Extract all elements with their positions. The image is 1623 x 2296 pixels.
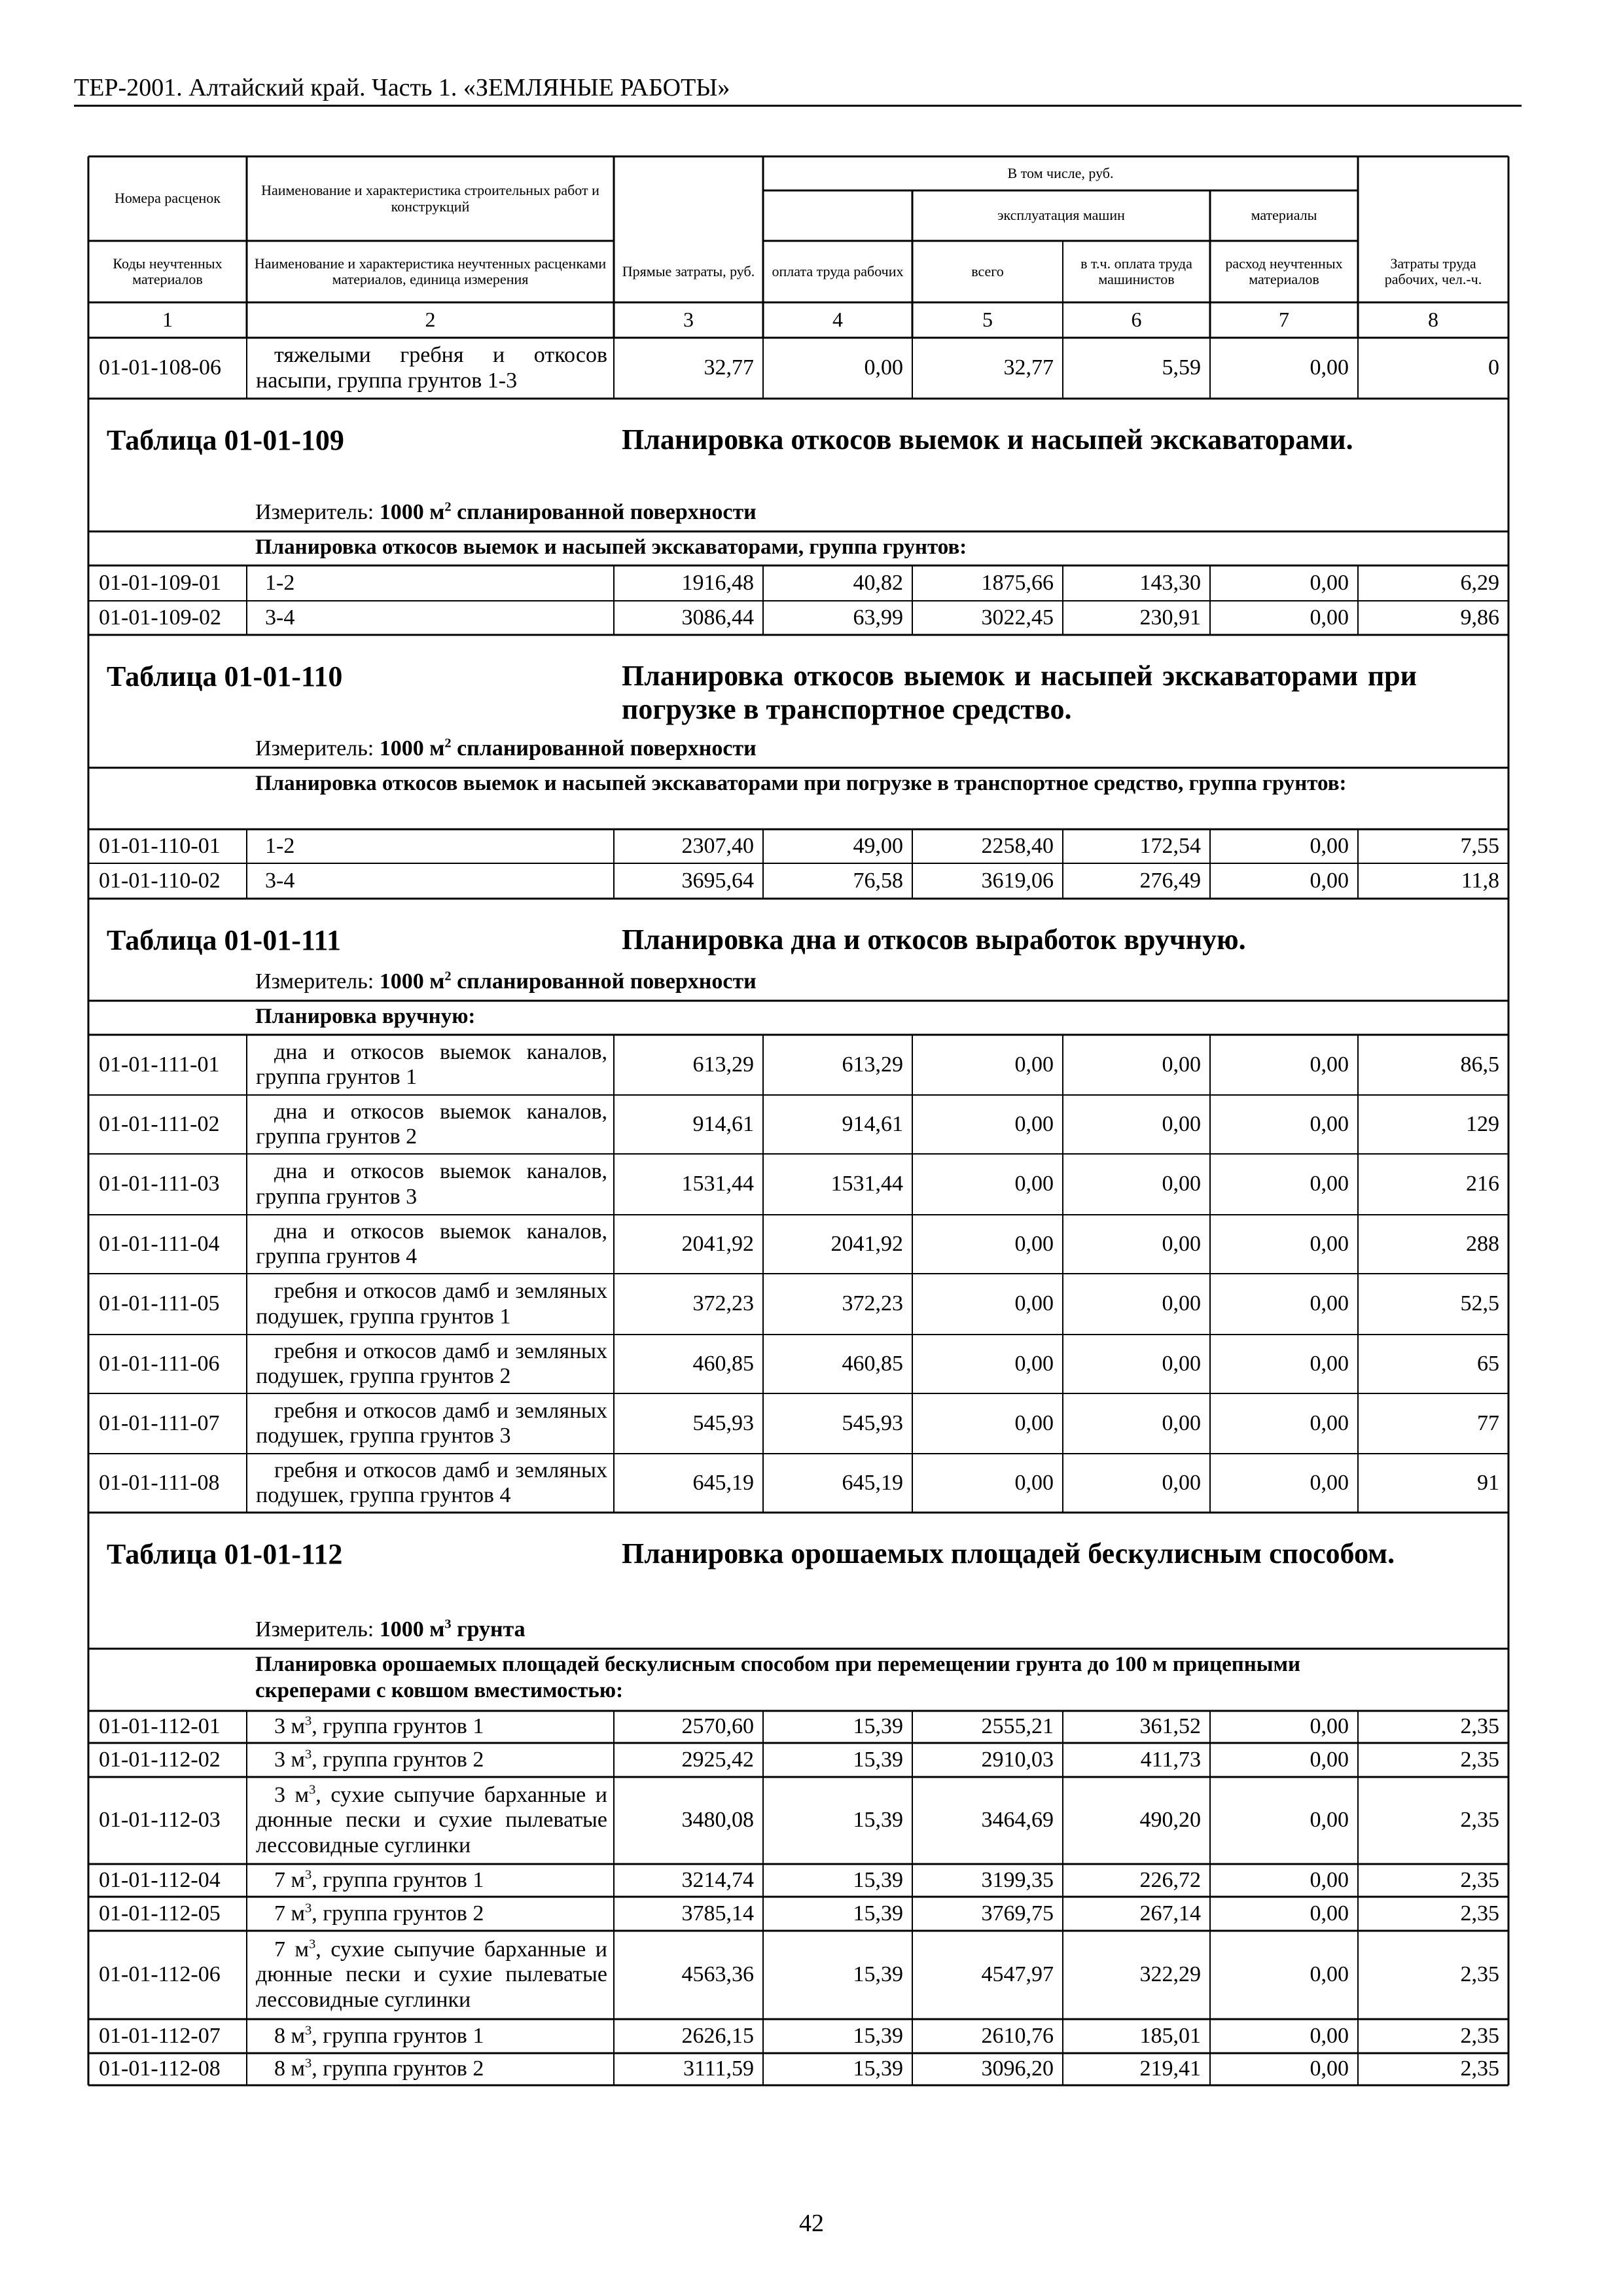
worker-pay-value: 40,82 bbox=[853, 570, 903, 595]
column-number: 6 bbox=[1131, 308, 1142, 332]
rate-code: 01-01-112-03 bbox=[99, 1808, 221, 1833]
materials-value: 0,00 bbox=[1310, 833, 1349, 858]
labor-hours-value: 2,35 bbox=[1460, 1901, 1499, 1926]
rate-code: 01-01-111-04 bbox=[99, 1231, 220, 1256]
description-volume: 7 м bbox=[274, 1867, 306, 1892]
page-number: 42 bbox=[799, 2210, 824, 2237]
machinist-pay-value: 0,00 bbox=[1162, 1172, 1201, 1196]
labor-hours-value: 0 bbox=[1488, 355, 1499, 380]
header-worker-pay: оплата труда рабочих bbox=[772, 262, 904, 279]
rate-code: 01-01-111-02 bbox=[99, 1111, 220, 1136]
table-title: Планировка дна и откосов выработок вручную. bbox=[622, 924, 1246, 956]
description-volume: 7 м bbox=[274, 1901, 306, 1926]
column-number: 2 bbox=[425, 308, 436, 332]
materials-value: 0,00 bbox=[1310, 1714, 1349, 1739]
direct-costs-value: 4563,36 bbox=[681, 1962, 754, 1987]
labor-hours-value: 11,8 bbox=[1461, 868, 1499, 893]
rate-description bbox=[247, 1777, 614, 1864]
table-number: Таблица 01-01-109 bbox=[107, 424, 344, 456]
rate-code: 01-01-111-01 bbox=[99, 1052, 220, 1077]
table-title: Планировка откосов выемок и насыпей экскаваторами. bbox=[622, 423, 1353, 456]
rate-description-text bbox=[256, 343, 607, 393]
direct-costs-value: 914,61 bbox=[692, 1111, 754, 1136]
measure-unit bbox=[255, 969, 757, 994]
description-text: , сухие сыпучие барханные и дюнные пески и сухие пылеватые лессовидные суглинки bbox=[256, 1783, 608, 1857]
measure-label: Измеритель: bbox=[255, 500, 374, 524]
rate-description bbox=[247, 1897, 614, 1931]
column-number: 1 bbox=[162, 308, 173, 332]
header-including-group: В том числе, руб. bbox=[1007, 164, 1114, 181]
labor-hours-value: 2,35 bbox=[1460, 1867, 1499, 1892]
direct-costs-value: 1531,44 bbox=[681, 1172, 754, 1196]
rate-description-text bbox=[256, 2056, 484, 2081]
measure-description: спланированной поверхности bbox=[457, 736, 757, 761]
machines-total-value: 0,00 bbox=[1014, 1410, 1054, 1435]
measure-quantity: 1000 м bbox=[379, 1617, 445, 1641]
direct-costs-value: 372,23 bbox=[692, 1291, 754, 1316]
rate-code: 01-01-112-07 bbox=[99, 2023, 221, 2048]
description-volume: 8 м bbox=[274, 2023, 306, 2048]
labor-hours-value: 2,35 bbox=[1460, 1714, 1499, 1739]
machines-total-value: 0,00 bbox=[1014, 1351, 1054, 1376]
rate-description bbox=[247, 829, 614, 863]
rate-description bbox=[247, 1335, 614, 1393]
measure-label: Измеритель: bbox=[255, 736, 374, 761]
description-volume: 3 м bbox=[274, 1783, 310, 1808]
header-unaccounted-materials: расход неучтенных материалов bbox=[1225, 255, 1343, 287]
direct-costs-value: 3695,64 bbox=[681, 868, 754, 893]
superscript: 2 bbox=[444, 499, 452, 514]
direct-costs-value: 3480,08 bbox=[681, 1808, 754, 1833]
superscript: 2 bbox=[444, 736, 452, 751]
description-text: 3-4 bbox=[265, 868, 295, 893]
rate-description-text bbox=[256, 1159, 607, 1209]
machinist-pay-value: 322,29 bbox=[1139, 1962, 1201, 1987]
direct-costs-value: 613,29 bbox=[692, 1052, 754, 1077]
worker-pay-value: 545,93 bbox=[842, 1410, 903, 1435]
worker-pay-value: 1531,44 bbox=[830, 1172, 903, 1196]
labor-hours-value: 129 bbox=[1466, 1111, 1499, 1136]
labor-hours-value: 91 bbox=[1477, 1470, 1499, 1495]
measure-description: спланированной поверхности bbox=[457, 969, 757, 994]
table-number: Таблица 01-01-112 bbox=[107, 1538, 343, 1570]
direct-costs-value: 2626,15 bbox=[681, 2023, 754, 2048]
header-machines-group: эксплуатация машин bbox=[997, 207, 1125, 224]
measure-label: Измеритель: bbox=[255, 969, 374, 994]
materials-value: 0,00 bbox=[1310, 1291, 1349, 1316]
rate-description-text bbox=[256, 1100, 607, 1149]
rate-code: 01-01-111-03 bbox=[99, 1172, 220, 1196]
measure-unit bbox=[255, 500, 757, 525]
direct-costs-value: 3111,59 bbox=[683, 2056, 754, 2081]
rate-description-text bbox=[256, 1399, 607, 1448]
section-subheader: Планировка орошаемых площадей бескулисным способом при перемещении грунта до 100 м прицепными скреперами с ковшом вместимостью: bbox=[255, 1653, 1301, 1703]
measure-quantity: 1000 м bbox=[379, 736, 445, 761]
direct-costs-value: 32,77 bbox=[704, 355, 754, 380]
rate-description-text bbox=[256, 1219, 607, 1269]
column-number: 5 bbox=[982, 308, 993, 332]
machines-total-value: 0,00 bbox=[1014, 1111, 1054, 1136]
rate-description bbox=[247, 338, 614, 399]
worker-pay-value: 372,23 bbox=[842, 1291, 903, 1316]
description-text: , группа грунтов 2 bbox=[312, 2056, 484, 2081]
rate-code: 01-01-111-05 bbox=[99, 1291, 220, 1316]
rate-code: 01-01-111-06 bbox=[99, 1351, 220, 1376]
rate-description bbox=[247, 1743, 614, 1777]
table-number: Таблица 01-01-110 bbox=[107, 660, 343, 692]
machines-total-value: 3464,69 bbox=[981, 1808, 1054, 1833]
description-text: дна и откосов выемок каналов, группа грунтов 2 bbox=[256, 1099, 607, 1149]
section-subheader: Планировка откосов выемок и насыпей экскаваторами при погрузке в транспортное средство, группа грунтов: bbox=[255, 772, 1347, 795]
materials-value: 0,00 bbox=[1310, 1052, 1349, 1077]
materials-value: 0,00 bbox=[1310, 1410, 1349, 1435]
worker-pay-value: 15,39 bbox=[853, 1714, 903, 1739]
machinist-pay-value: 0,00 bbox=[1162, 1111, 1201, 1136]
materials-value: 0,00 bbox=[1310, 868, 1349, 893]
rate-description-text bbox=[256, 605, 294, 630]
description-text: дна и откосов выемок каналов, группа грунтов 1 bbox=[256, 1039, 607, 1089]
labor-hours-value: 65 bbox=[1477, 1351, 1499, 1376]
page-header-title: ТЕР-2001. Алтайский край. Часть 1. «ЗЕМЛЯНЫЕ РАБОТЫ» bbox=[74, 74, 730, 101]
description-text: дна и откосов выемок каналов, группа грунтов 4 bbox=[256, 1219, 607, 1268]
labor-hours-value: 2,35 bbox=[1460, 1747, 1499, 1772]
description-text: гребня и откосов дамб и земляных подушек, группа грунтов 4 bbox=[256, 1458, 607, 1507]
machines-total-value: 0,00 bbox=[1014, 1291, 1054, 1316]
machinist-pay-value: 226,72 bbox=[1139, 1867, 1201, 1892]
materials-value: 0,00 bbox=[1310, 1470, 1349, 1495]
rate-description bbox=[247, 1095, 614, 1154]
superscript: 3 bbox=[305, 2023, 312, 2038]
rate-description bbox=[247, 1035, 614, 1095]
worker-pay-value: 613,29 bbox=[842, 1052, 903, 1077]
rate-code: 01-01-109-02 bbox=[99, 605, 221, 630]
measure-quantity: 1000 м bbox=[379, 969, 445, 994]
description-text: гребня и откосов дамб и земляных подушек, группа грунтов 2 bbox=[256, 1338, 607, 1388]
description-text: гребня и откосов дамб и земляных подушек, группа грунтов 1 bbox=[256, 1279, 607, 1329]
labor-hours-value: 52,5 bbox=[1460, 1291, 1499, 1316]
superscript: 3 bbox=[305, 2056, 312, 2072]
machines-total-value: 3022,45 bbox=[981, 605, 1054, 630]
rate-code: 01-01-110-02 bbox=[99, 868, 221, 893]
worker-pay-value: 15,39 bbox=[853, 2056, 903, 2081]
header-material-name: Наименование и характеристика неучтенных расценками материалов, единица измерения bbox=[254, 255, 607, 287]
machinist-pay-value: 490,20 bbox=[1139, 1808, 1201, 1833]
materials-value: 0,00 bbox=[1310, 1111, 1349, 1136]
worker-pay-value: 15,39 bbox=[853, 1901, 903, 1926]
direct-costs-value: 3785,14 bbox=[681, 1901, 754, 1926]
rate-code: 01-01-108-06 bbox=[99, 355, 221, 380]
materials-value: 0,00 bbox=[1310, 355, 1349, 380]
superscript: 3 bbox=[305, 1867, 312, 1882]
worker-pay-value: 63,99 bbox=[853, 605, 903, 630]
direct-costs-value: 2570,60 bbox=[681, 1714, 754, 1739]
superscript: 3 bbox=[444, 1617, 452, 1632]
rate-code: 01-01-112-04 bbox=[99, 1867, 221, 1892]
column-number: 7 bbox=[1279, 308, 1289, 332]
rate-description-text bbox=[256, 1040, 607, 1090]
worker-pay-value: 15,39 bbox=[853, 1962, 903, 1987]
description-text: дна и откосов выемок каналов, группа грунтов 3 bbox=[256, 1159, 607, 1209]
machinist-pay-value: 5,59 bbox=[1162, 355, 1201, 380]
superscript: 3 bbox=[305, 1747, 312, 1762]
labor-hours-value: 77 bbox=[1477, 1410, 1499, 1435]
description-text: , группа грунтов 1 bbox=[312, 2023, 484, 2048]
machines-total-value: 3199,35 bbox=[981, 1867, 1054, 1892]
machinist-pay-value: 0,00 bbox=[1162, 1231, 1201, 1256]
worker-pay-value: 15,39 bbox=[853, 1747, 903, 1772]
rate-description bbox=[247, 2019, 614, 2053]
materials-value: 0,00 bbox=[1310, 570, 1349, 595]
machinist-pay-value: 172,54 bbox=[1139, 833, 1201, 858]
measure-unit bbox=[255, 736, 757, 761]
description-text: , группа грунтов 2 bbox=[312, 1901, 484, 1926]
labor-hours-value: 6,29 bbox=[1460, 570, 1499, 595]
materials-value: 0,00 bbox=[1310, 1901, 1349, 1926]
superscript: 3 bbox=[309, 1783, 316, 1798]
rate-description bbox=[247, 1274, 614, 1335]
rate-description bbox=[247, 1215, 614, 1274]
rate-description-text bbox=[256, 1901, 484, 1926]
machines-total-value: 1875,66 bbox=[981, 570, 1054, 595]
description-text: 3-4 bbox=[265, 605, 295, 630]
rate-description bbox=[247, 1154, 614, 1215]
rate-description-text bbox=[256, 2024, 484, 2049]
rate-description-text bbox=[256, 1714, 484, 1739]
section-subheader: Планировка откосов выемок и насыпей экскаваторами, группа грунтов: bbox=[255, 535, 967, 559]
worker-pay-value: 76,58 bbox=[853, 868, 903, 893]
rate-code: 01-01-109-01 bbox=[99, 570, 221, 595]
rate-description-text bbox=[256, 1458, 607, 1508]
superscript: 3 bbox=[305, 1901, 312, 1916]
worker-pay-value: 2041,92 bbox=[830, 1231, 903, 1256]
rate-description-text bbox=[256, 571, 294, 596]
machinist-pay-value: 0,00 bbox=[1162, 1410, 1201, 1435]
description-text: тяжелыми гребня и откосов насыпи, группа грунтов 1-3 bbox=[256, 343, 607, 393]
machines-total-value: 0,00 bbox=[1014, 1470, 1054, 1495]
machines-total-value: 32,77 bbox=[1003, 355, 1054, 380]
labor-hours-value: 9,86 bbox=[1460, 605, 1499, 630]
description-text: , группа грунтов 2 bbox=[312, 1747, 484, 1772]
rate-description bbox=[247, 2053, 614, 2085]
superscript: 3 bbox=[309, 1937, 316, 1952]
worker-pay-value: 49,00 bbox=[853, 833, 903, 858]
table-title: Планировка откосов выемок и насыпей экскаваторами при погрузке в транспортное средство. bbox=[622, 660, 1417, 725]
rate-code: 01-01-112-02 bbox=[99, 1747, 221, 1772]
labor-hours-value: 86,5 bbox=[1460, 1052, 1499, 1077]
header-direct-costs: Прямые затраты, руб. bbox=[622, 262, 755, 279]
description-volume: 3 м bbox=[274, 1714, 306, 1739]
machinist-pay-value: 0,00 bbox=[1162, 1291, 1201, 1316]
machines-total-value: 3769,75 bbox=[981, 1901, 1054, 1926]
description-text: 1-2 bbox=[265, 833, 295, 858]
machinist-pay-value: 267,14 bbox=[1139, 1901, 1201, 1926]
materials-value: 0,00 bbox=[1310, 1867, 1349, 1892]
measure-description: грунта bbox=[457, 1617, 526, 1641]
rate-description bbox=[247, 1393, 614, 1454]
machinist-pay-value: 143,30 bbox=[1139, 570, 1201, 595]
machines-total-value: 0,00 bbox=[1014, 1172, 1054, 1196]
rate-description-text bbox=[256, 834, 294, 859]
rate-description bbox=[247, 565, 614, 601]
labor-hours-value: 2,35 bbox=[1460, 2056, 1499, 2081]
labor-hours-value: 2,35 bbox=[1460, 2023, 1499, 2048]
machines-total-value: 2910,03 bbox=[981, 1747, 1054, 1772]
rate-code: 01-01-110-01 bbox=[99, 833, 221, 858]
rate-code: 01-01-111-08 bbox=[99, 1470, 220, 1495]
rate-description-text bbox=[256, 1279, 607, 1329]
measure-value bbox=[380, 736, 757, 761]
machines-total-value: 0,00 bbox=[1014, 1231, 1054, 1256]
measure-value bbox=[380, 500, 757, 524]
machinist-pay-value: 0,00 bbox=[1162, 1470, 1201, 1495]
materials-value: 0,00 bbox=[1310, 1172, 1349, 1196]
rate-code: 01-01-112-01 bbox=[99, 1714, 221, 1739]
superscript: 2 bbox=[444, 969, 452, 984]
rate-description bbox=[247, 1864, 614, 1897]
worker-pay-value: 15,39 bbox=[853, 1808, 903, 1833]
rate-code: 01-01-112-06 bbox=[99, 1962, 221, 1987]
header-rate-numbers: Номера расценок bbox=[115, 190, 221, 207]
direct-costs-value: 545,93 bbox=[692, 1410, 754, 1435]
rate-description bbox=[247, 1931, 614, 2019]
description-volume: 3 м bbox=[274, 1747, 306, 1772]
labor-hours-value: 288 bbox=[1466, 1231, 1499, 1256]
description-volume: 7 м bbox=[274, 1937, 310, 1962]
rate-description-text bbox=[256, 1748, 484, 1772]
machines-total-value: 4547,97 bbox=[981, 1962, 1054, 1987]
machines-total-value: 3619,06 bbox=[981, 868, 1054, 893]
machines-total-value: 3096,20 bbox=[981, 2056, 1054, 2081]
labor-hours-value: 2,35 bbox=[1460, 1808, 1499, 1833]
labor-hours-value: 7,55 bbox=[1460, 833, 1499, 858]
direct-costs-value: 2041,92 bbox=[681, 1231, 754, 1256]
header-machinist-pay: в т.ч. оплата труда машинистов bbox=[1080, 255, 1192, 287]
machinist-pay-value: 185,01 bbox=[1139, 2023, 1201, 2048]
table-number: Таблица 01-01-111 bbox=[107, 924, 341, 956]
machines-total-value: 2555,21 bbox=[981, 1714, 1054, 1739]
machinist-pay-value: 0,00 bbox=[1162, 1052, 1201, 1077]
header-machines-total: всего bbox=[971, 262, 1004, 279]
superscript: 3 bbox=[305, 1714, 312, 1729]
rate-description-text bbox=[256, 869, 294, 893]
direct-costs-value: 3086,44 bbox=[681, 605, 754, 630]
machinist-pay-value: 0,00 bbox=[1162, 1351, 1201, 1376]
worker-pay-value: 914,61 bbox=[842, 1111, 903, 1136]
materials-value: 0,00 bbox=[1310, 1808, 1349, 1833]
direct-costs-value: 1916,48 bbox=[681, 570, 754, 595]
worker-pay-value: 0,00 bbox=[864, 355, 903, 380]
materials-value: 0,00 bbox=[1310, 1351, 1349, 1376]
description-text: 1-2 bbox=[265, 570, 295, 595]
machinist-pay-value: 411,73 bbox=[1140, 1747, 1201, 1772]
rate-description bbox=[247, 863, 614, 899]
description-text: гребня и откосов дамб и земляных подушек, группа грунтов 3 bbox=[256, 1398, 607, 1448]
measure-value bbox=[380, 1617, 526, 1641]
direct-costs-value: 2307,40 bbox=[681, 833, 754, 858]
measure-description: спланированной поверхности bbox=[457, 500, 757, 524]
description-text: , сухие сыпучие барханные и дюнные пески и сухие пылеватые лессовидные суглинки bbox=[256, 1937, 608, 2012]
direct-costs-value: 3214,74 bbox=[681, 1867, 754, 1892]
rate-description-text bbox=[256, 1868, 484, 1893]
machinist-pay-value: 219,41 bbox=[1139, 2056, 1201, 2081]
header-labor-hours: Затраты труда рабочих, чел.-ч. bbox=[1384, 255, 1482, 287]
column-number: 8 bbox=[1428, 308, 1438, 332]
rate-code: 01-01-111-07 bbox=[99, 1410, 220, 1435]
measure-value bbox=[380, 969, 757, 994]
machinist-pay-value: 361,52 bbox=[1139, 1714, 1201, 1739]
worker-pay-value: 15,39 bbox=[853, 2023, 903, 2048]
worker-pay-value: 460,85 bbox=[842, 1351, 903, 1376]
table-title: Планировка орошаемых площадей бескулисным способом. bbox=[622, 1537, 1395, 1570]
materials-value: 0,00 bbox=[1310, 605, 1349, 630]
rate-description-text bbox=[256, 1937, 607, 2012]
rate-description bbox=[247, 601, 614, 635]
direct-costs-value: 460,85 bbox=[692, 1351, 754, 1376]
rate-code: 01-01-112-05 bbox=[99, 1901, 221, 1926]
section-subheader: Планировка вручную: bbox=[255, 1005, 476, 1028]
materials-value: 0,00 bbox=[1310, 1962, 1349, 1987]
labor-hours-value: 216 bbox=[1466, 1172, 1499, 1196]
materials-value: 0,00 bbox=[1310, 2056, 1349, 2081]
description-text: , группа грунтов 1 bbox=[312, 1714, 484, 1739]
materials-value: 0,00 bbox=[1310, 1231, 1349, 1256]
header-material-codes: Коды неучтенных материалов bbox=[113, 255, 223, 287]
measure-unit bbox=[255, 1617, 526, 1642]
description-volume: 8 м bbox=[274, 2056, 306, 2081]
column-number: 4 bbox=[832, 308, 843, 332]
machinist-pay-value: 230,91 bbox=[1139, 605, 1201, 630]
worker-pay-value: 15,39 bbox=[853, 1867, 903, 1892]
rate-description bbox=[247, 1454, 614, 1513]
description-text: , группа грунтов 1 bbox=[312, 1867, 484, 1892]
rate-code: 01-01-112-08 bbox=[99, 2056, 221, 2081]
header-materials-group: материалы bbox=[1251, 207, 1317, 224]
measure-quantity: 1000 м bbox=[379, 500, 445, 524]
measure-label: Измеритель: bbox=[255, 1617, 374, 1641]
header-work-name: Наименование и характеристика строительных работ и конструкций bbox=[261, 182, 599, 215]
column-number: 3 bbox=[683, 308, 694, 332]
machines-total-value: 2258,40 bbox=[981, 833, 1054, 858]
machines-total-value: 0,00 bbox=[1014, 1052, 1054, 1077]
materials-value: 0,00 bbox=[1310, 1747, 1349, 1772]
rate-description bbox=[247, 1711, 614, 1743]
direct-costs-value: 645,19 bbox=[692, 1470, 754, 1495]
rate-description-text bbox=[256, 1339, 607, 1389]
machinist-pay-value: 276,49 bbox=[1139, 868, 1201, 893]
machines-total-value: 2610,76 bbox=[981, 2023, 1054, 2048]
labor-hours-value: 2,35 bbox=[1460, 1962, 1499, 1987]
direct-costs-value: 2925,42 bbox=[681, 1747, 754, 1772]
worker-pay-value: 645,19 bbox=[842, 1470, 903, 1495]
materials-value: 0,00 bbox=[1310, 2023, 1349, 2048]
rate-description-text bbox=[256, 1783, 607, 1857]
